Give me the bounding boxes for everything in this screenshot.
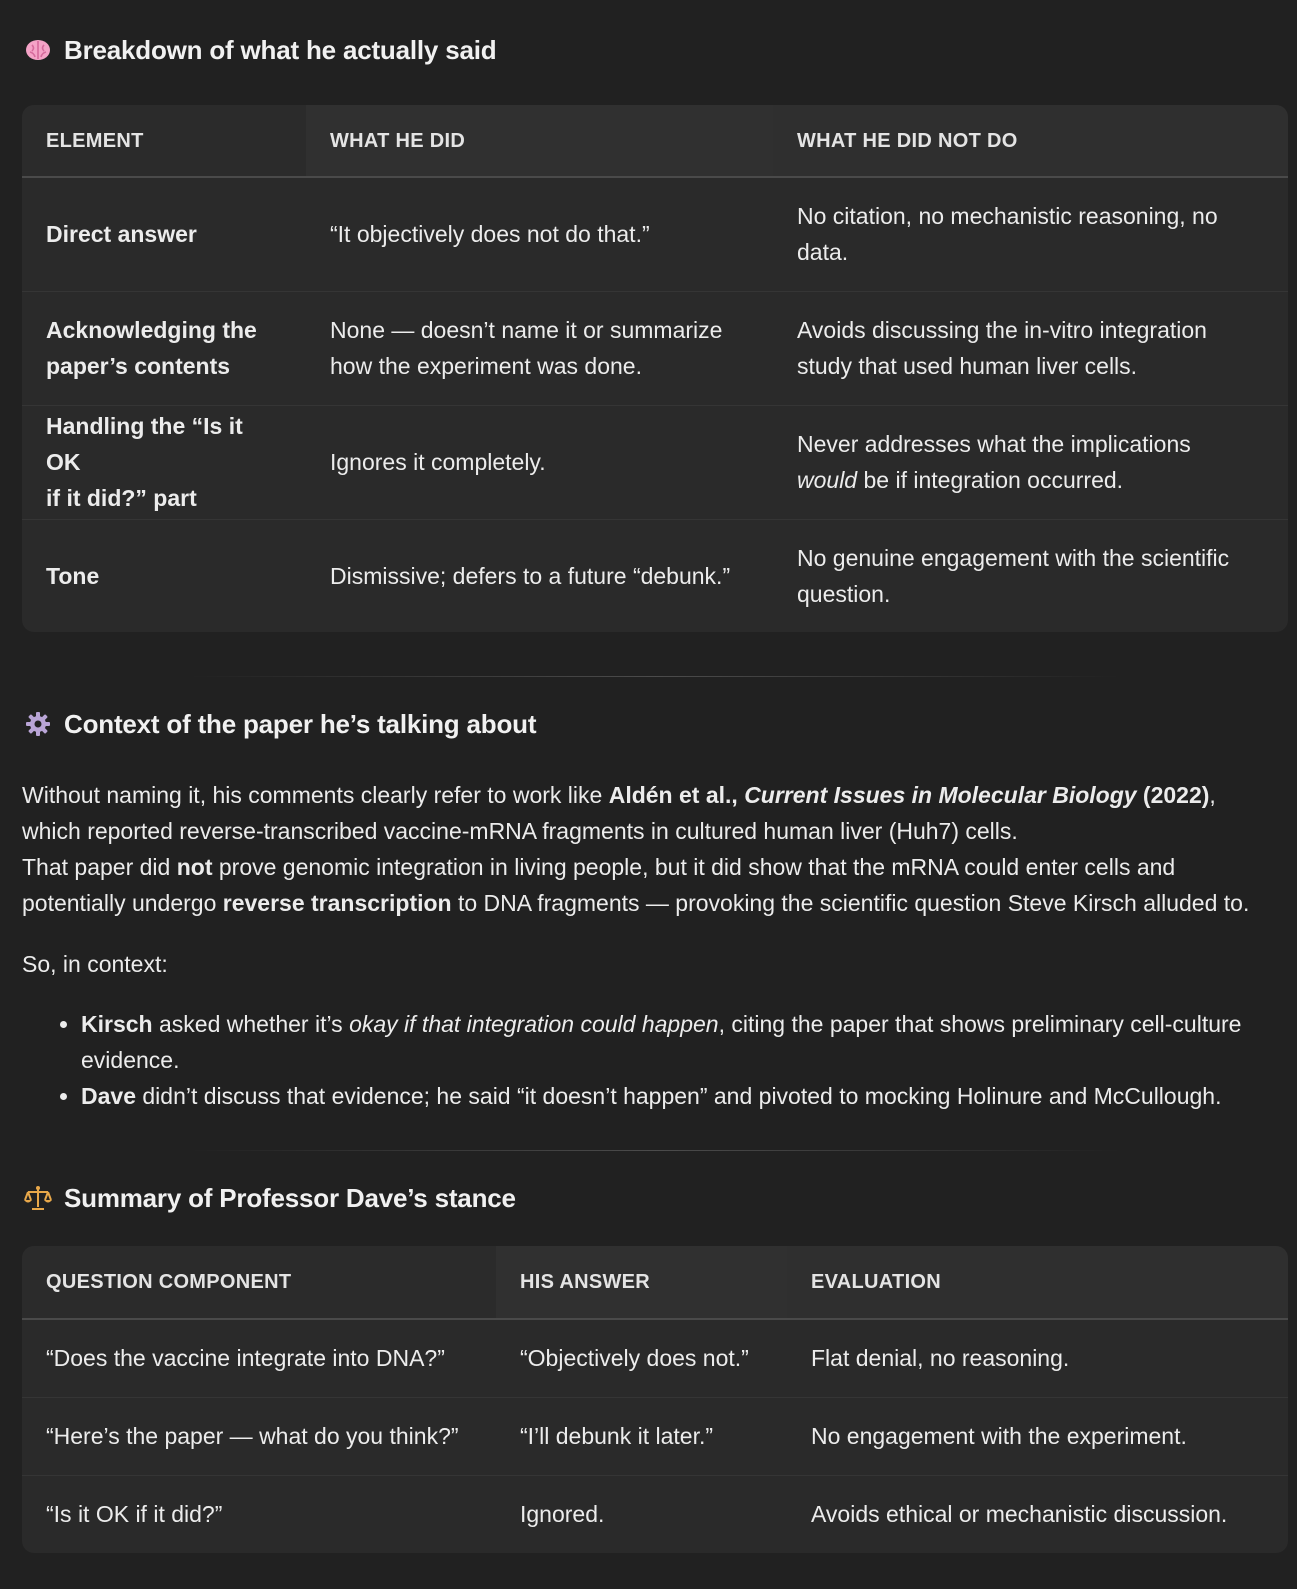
context-paragraph: Without naming it, his comments clearly refer to work like Aldén et al., Current Issues in Molecular Biology (2022), which reported reverse-transcribed vaccine-mRNA fragments in cultured human liver (Huh7) cells. That paper did not prove genomic integration in living people, but it did show that the mRNA could enter cells and potentially undergo reverse transcription to DNA fragments — provoking the scientific question Steve Kirsch alluded to. [22,782,1250,916]
section-title: Breakdown of what he actually said [64,35,497,65]
table-cell-element: Handling the “Is it OK if it did?” part [22,405,306,519]
table-cell-didnot: No citation, no mechanistic reasoning, no data. [773,177,1288,291]
list-item: • Dave didn’t discuss that evidence; he said “it doesn’t happen” and pivoted to mocking Holinure and McCullough. [81,1078,1297,1114]
table-header-row [22,1246,1288,1319]
table-row [22,1475,1288,1553]
table-cell-answer: Ignored. [520,1501,605,1528]
table-row [22,291,1288,405]
table-cell-did: “It objectively does not do that.” [306,177,773,291]
list-item: • Kirsch asked whether it’s okay if that integration could happen, citing the paper that shows preliminary cell-culture evidence. [81,1006,1297,1078]
brain-icon [24,36,52,64]
table-cell-answer: “I’ll debunk it later.” [496,1397,787,1475]
table-cell-question: “Does the vaccine integrate into DNA?” [22,1319,496,1397]
context-intro-line: So, in context: [22,951,168,977]
table-cell-element: Direct answer [22,177,306,291]
table-cell-element: Tone [46,562,100,589]
table-cell-evaluation: No engagement with the experiment. [787,1397,1288,1475]
table-cell-didnot: Avoids discussing the in-vitro integration study that used human liver cells. [773,291,1288,405]
column-header: HIS ANSWER [496,1246,787,1319]
table-row [22,1319,1288,1397]
section-heading-summary [24,1180,516,1216]
table-cell-evaluation: Avoids ethical or mechanistic discussion. [811,1501,1228,1528]
table-row [22,177,1288,291]
table-cell-didnot: Never addresses what the implications would be if integration occurred. [773,405,1288,519]
context-bullet-list [22,1006,1297,1114]
table-cell-evaluation: Flat denial, no reasoning. [787,1319,1288,1397]
section-divider [190,1150,1120,1151]
table-cell-did: Dismissive; defers to a future “debunk.” [330,562,731,589]
section-heading-context [24,706,536,742]
table-row [22,405,1288,519]
table-cell-question: “Is it OK if it did?” [46,1501,223,1528]
summary-table [22,1246,1288,1553]
column-header: ELEMENT [22,105,306,177]
column-header: WHAT HE DID NOT DO [773,105,1288,177]
column-header: QUESTION COMPONENT [22,1246,496,1319]
section-heading-breakdown [24,32,496,68]
table-cell-didnot: No genuine engagement with the scientific question. [797,544,1230,607]
table-cell-answer: “Objectively does not.” [496,1319,787,1397]
scales-icon [24,1184,52,1212]
table-header-row [22,105,1288,177]
table-cell-element: Acknowledging the paper’s contents [22,291,306,405]
gear-icon [24,710,52,738]
table-cell-did: Ignores it completely. [306,405,773,519]
table-cell-question: “Here’s the paper — what do you think?” [22,1397,496,1475]
table-row [22,519,1288,632]
table-row [22,1397,1288,1475]
column-header: EVALUATION [787,1246,1288,1319]
column-header: WHAT HE DID [306,105,773,177]
table-cell-did: None — doesn’t name it or summarize how the experiment was done. [306,291,773,405]
section-divider [190,676,1120,677]
breakdown-table [22,105,1288,632]
section-title: Context of the paper he’s talking about [64,709,537,739]
section-title: Summary of Professor Dave’s stance [64,1183,516,1213]
